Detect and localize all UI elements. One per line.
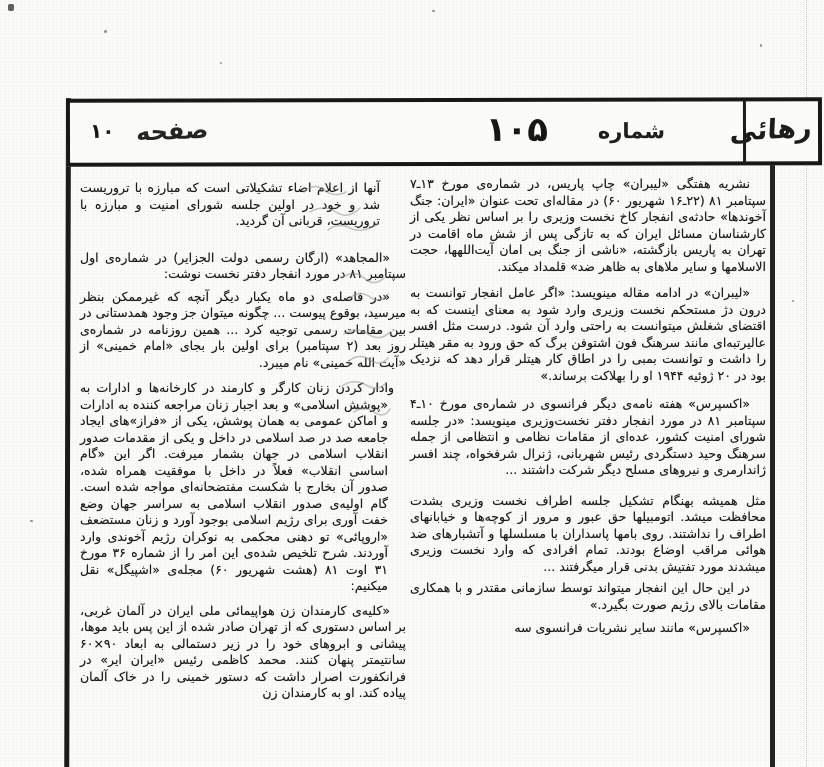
page-number: ۱۰ (89, 118, 115, 143)
scan-speck (8, 4, 14, 11)
paragraph: نشریه هفتگی «لیبران» چاپ پاریس، در شماره‌ی مورخ ۱۳ـ۷ سپتامبر ۸۱ (۲۲ـ۱۶ شهریور ۶۰) در مقاله‌ای تحت عنوان «ایران: جنگ آخوندها» حادثه‌ی انفجار کاخ نخست وزیری را بر اساس نظر یکی از کارشناسان مسائل ایران که به تازگی پس از شش ماه اقامت در تهران به پاریس بازگشته، «ناشی از جنگ بی امان آیت‌اللهها، حجت الاسلامها و سایر ملاهای به ظاهر ضد» قلمداد میکند. (410, 176, 766, 274)
publication-title: رهائی (729, 112, 813, 148)
scan-speck (760, 44, 762, 47)
handwriting-artifact (334, 322, 412, 430)
issue-label: شماره (597, 119, 666, 144)
column-right (410, 176, 766, 637)
scan-speck (104, 30, 107, 33)
paragraph: «لیبران» در ادامه مقاله مینویسد: «اگر عامل انفجار توانست به درون دژ مستحکم نخست وزیری وارد شود به معنای اینست که به اقتضای شغلش میتوانست به راحتی وارد آن شود. درست مثل افسر عالیرتبه‌ای مانند سرهنگ فون اشتوفن برگ که حق ورود به مقر هیتلر را داشت و توانست بمبی را در اطاق کار هیتلر قرار دهد که نزدیک بود در ۲۰ ژوئیه ۱۹۴۴ او را بهلاکت برساند.» (410, 285, 766, 383)
paragraph: «اکسپرس» هفته نامه‌ی دیگر فرانسوی در شماره‌ی مورخ ۱۰ـ۴ سپتامبر ۸۱ در مورد انفجار دفتر نخست‌وزیری مینویسد: «در جلسه شورای امنیت کشور، عده‌ای از مقامات نظامی و انتظامی از جمله سرهنگ وحید دستگردی رئیس شهربانی، ژنرال شرفخواه، چند افسر ژاندارمری و نیروهای مسلح دیگر شرکت داشتند ... (410, 396, 766, 477)
masthead (66, 97, 822, 167)
paragraph: مثل همیشه بهنگام تشکیل جلسه اطراف نخست وزیری بشدت محافظت میشد. اتومبیلها حق عبور و مرور از کوچه‌ها و خیابانهای اطراف را نداشتند. روی بامها پاسداران با مسلسلها و آتشبارهای ضد هوائی مراقب اوضاع بودند. تمام افرادی که وارد نخست وزیری میشدند مورد تفتیش بدنی قرار میگرفتند ... (410, 492, 766, 574)
paragraph: «در فاصله‌ی دو ماه یکبار دیگر آنچه که غیرممکن بنظر میرسید، بوقوع پیوست ... چگونه میتوان جز وجود همدستانی در بین مقامات رسمی توجیه کرد ... همین روزنامه در شماره‌ی روز بعد (۲ سپتامبر) برای اولین بار بجای «امام خمینی» از «آیت الله خمینی» نام میبرد. (80, 288, 406, 370)
paragraph: آنها از اعلام اضاء تشکیلاتی است که مبارزه با تروریست شد و خود در اولین جلسه شورای امنیت و مبارزه با تروریست، قربانی آن گردید. (80, 180, 380, 228)
paragraph: «المجاهد» (ارگان رسمی دولت الجزایر) در شماره‌ی اول سپتامبر ۸۱ در مورد انفجار دفتر نخست نوشت: (80, 249, 406, 281)
page-border-left (64, 98, 71, 767)
paragraph: «اکسپرس» مانند سایر نشریات فرانسوی سه (514, 620, 750, 635)
handwriting-artifact (298, 178, 413, 242)
scan-speck (792, 300, 794, 302)
paragraph: «کلیه‌ی کارمندان زن هواپیمائی ملی ایران در آلمان غربی، بر اساس دستوری که از تهران صادر شده از این پس باید موها، پیشانی و ابروهای خود را در زیر دستمالی به ابعاد ۹۰×۶۰ سانتیمتر پنهان کنند. محمد کاظمی رئیس «ایران ایر» در فرانکفورت اصرار داشت که دستور خمینی را در خاک آلمان پیاده کند. او به کارمندان زن (80, 602, 406, 700)
paragraph: در این حال این انفجار میتواند توسط سازمانی مقتدر و با همکاری مقامات بالای رژیم صورت بگیرد.» (410, 580, 766, 612)
column-left (80, 180, 406, 702)
paragraph: وادار کردن زنان کارگر و کارمند در کارخانه‌ها و ادارات به «پوشش اسلامی» و بعد اجبار زنان مراجعه کننده به ادارات و اماکن عمومی به همان پوشش، یکی از «فراز»های ایجاد جامعه صد در صد اسلامی در داخل و یکی از مقدمات صدور انقلاب اسلامی در جهان بشمار میرفت. اگر این «گام اساسی انقلاب» فعلاً در داخل با موفقیت همراه شده، صدور آن بخارج با شکست مفتضحانه‌ای مواجه شده است. گام اولیه‌ی صدور انقلاب اسلامی به سراسر جهان وضع خفت آوری برای رژیم اسلامی بوجود آورد و زنان مستضعف «اروپائی» تو دهنی محکمی به نوکران رژیم آخوندی وارد آوردند. شرح تلخیص شده‌ی این امر را از شماره ۳۶ مورخ ۳۱ اوت ۸۱ (هشت شهریور ۶۰) مجله‌ی «اشپیگل» نقل میکنیم: (80, 380, 394, 593)
scan-speck (220, 62, 222, 64)
page-border-right (770, 158, 775, 767)
page-label: صفحه (135, 115, 209, 147)
handwriting-artifact (336, 266, 410, 312)
issue-number: ۱۰۵ (485, 109, 549, 150)
scan-speck (30, 520, 33, 522)
scan-speck (432, 10, 435, 12)
